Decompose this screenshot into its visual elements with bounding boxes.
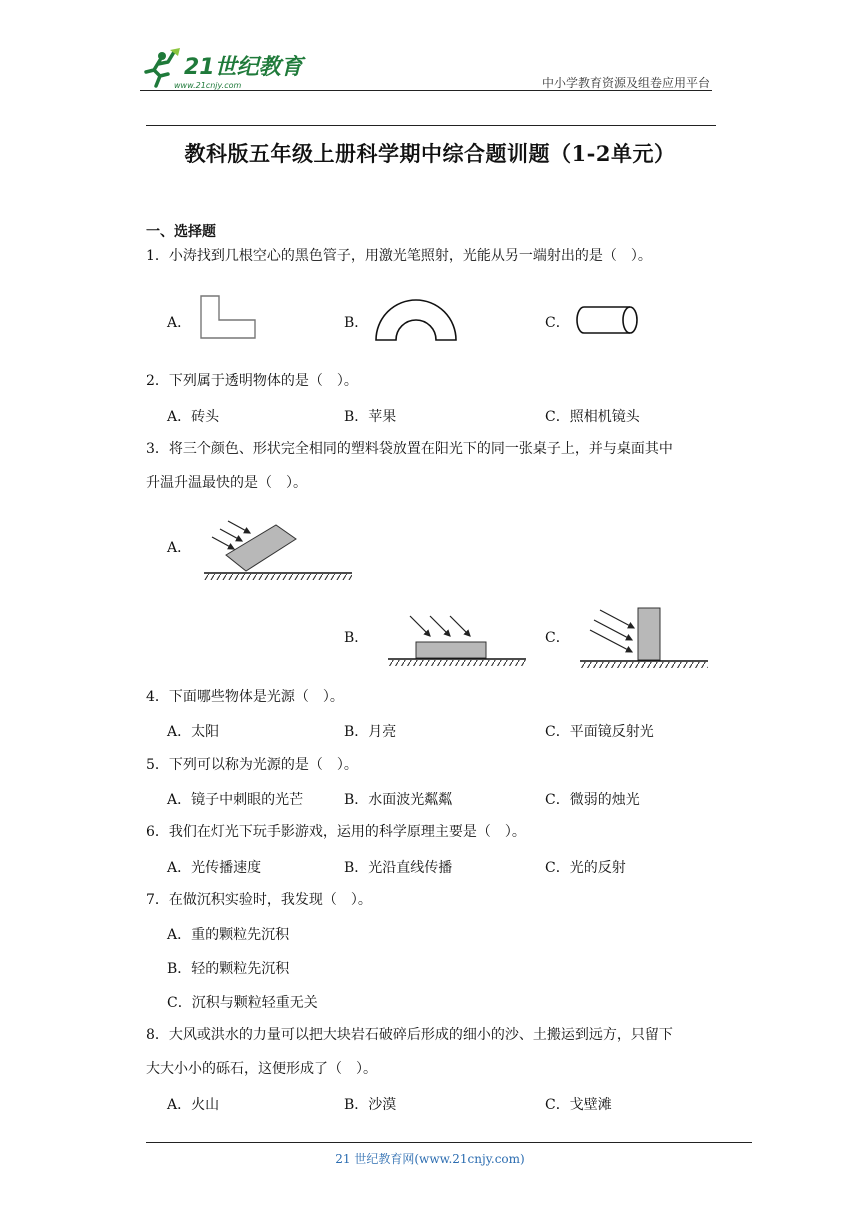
- upright-bag-figure: [578, 604, 710, 670]
- footer-link[interactable]: 21 世纪教育网(www.21cnjy.com): [335, 1152, 525, 1166]
- platform-tagline: 中小学教育资源及组卷应用平台: [541, 76, 710, 90]
- q5-option-c: C．微弱的烛光: [545, 792, 640, 808]
- q7-option-a: A．重的颗粒先沉积: [167, 927, 290, 943]
- question-8-stem-line1: 8．大风或洪水的力量可以把大块岩石破碎后形成的细小的沙、土搬运到远方，只留下: [146, 1027, 673, 1043]
- q1-option-c-label: C．: [545, 315, 570, 331]
- q7-option-b: B．轻的颗粒先沉积: [167, 961, 290, 977]
- q7-option-c: C．沉积与颗粒轻重无关: [167, 995, 318, 1011]
- q5-option-b: B．水面波光粼粼: [344, 792, 453, 808]
- question-6-stem: 6．我们在灯光下玩手影游戏，运用的科学原理主要是（ ）。: [146, 824, 526, 840]
- svg-text:21世纪教育: 21世纪教育: [184, 55, 303, 80]
- question-4-stem: 4．下面哪些物体是光源（ ）。: [146, 689, 344, 705]
- q3-option-b-label: B．: [344, 630, 369, 646]
- q8-option-c: C．戈壁滩: [545, 1097, 612, 1113]
- q6-option-c: C．光的反射: [545, 860, 626, 876]
- straight-pipe-figure: [574, 304, 644, 336]
- l-shaped-pipe-figure: [195, 292, 261, 342]
- q1-option-b-label: B．: [344, 315, 369, 331]
- q4-option-a: A．太阳: [167, 724, 220, 740]
- q4-option-c: C．平面镜反射光: [545, 724, 654, 740]
- q1-option-a-label: A．: [167, 315, 192, 331]
- logo-runner-icon: [140, 46, 310, 92]
- q2-option-c: C．照相机镜头: [545, 409, 640, 425]
- question-7-stem: 7．在做沉积实验时，我发现（ ）。: [146, 892, 372, 908]
- svg-text:www.21cnjy.com: www.21cnjy.com: [174, 81, 242, 90]
- question-2-stem: 2．下列属于透明物体的是（ ）。: [146, 373, 358, 389]
- section-heading: 一、选择题: [146, 224, 216, 240]
- q5-option-a: A．镜子中刺眼的光芒: [167, 792, 304, 808]
- q3-option-a-label: A．: [167, 540, 192, 556]
- tilted-bag-figure: [202, 515, 354, 587]
- page-title: 教科版五年级上册科学期中综合题训题（1-2单元）: [184, 141, 676, 166]
- question-8-stem-line2: 大大小小的砾石，这便形成了（ ）。: [146, 1061, 377, 1077]
- q2-option-a: A．砖头: [167, 409, 220, 425]
- q8-option-a: A．火山: [167, 1097, 220, 1113]
- q6-option-b: B．光沿直线传播: [344, 860, 453, 876]
- question-1-stem: 1．小涛找到几根空心的黑色管子，用激光笔照射，光能从另一端射出的是（ ）。: [146, 248, 652, 264]
- title-divider: [146, 125, 716, 126]
- question-5-stem: 5．下列可以称为光源的是（ ）。: [146, 757, 358, 773]
- logo: [140, 46, 310, 92]
- q4-option-b: B．月亮: [344, 724, 397, 740]
- flat-bag-figure: [386, 612, 528, 668]
- q2-option-b: B．苹果: [344, 409, 397, 425]
- question-3-stem-line1: 3．将三个颜色、形状完全相同的塑料袋放置在阳光下的同一张桌子上，并与桌面其中: [146, 441, 673, 457]
- q6-option-a: A．光传播速度: [167, 860, 262, 876]
- footer-divider: [146, 1142, 752, 1143]
- q8-option-b: B．沙漠: [344, 1097, 397, 1113]
- header-divider: [140, 90, 712, 91]
- q3-option-c-label: C．: [545, 630, 570, 646]
- question-3-stem-line2: 升温升温最快的是（ ）。: [146, 475, 307, 491]
- curved-pipe-figure: [372, 296, 460, 344]
